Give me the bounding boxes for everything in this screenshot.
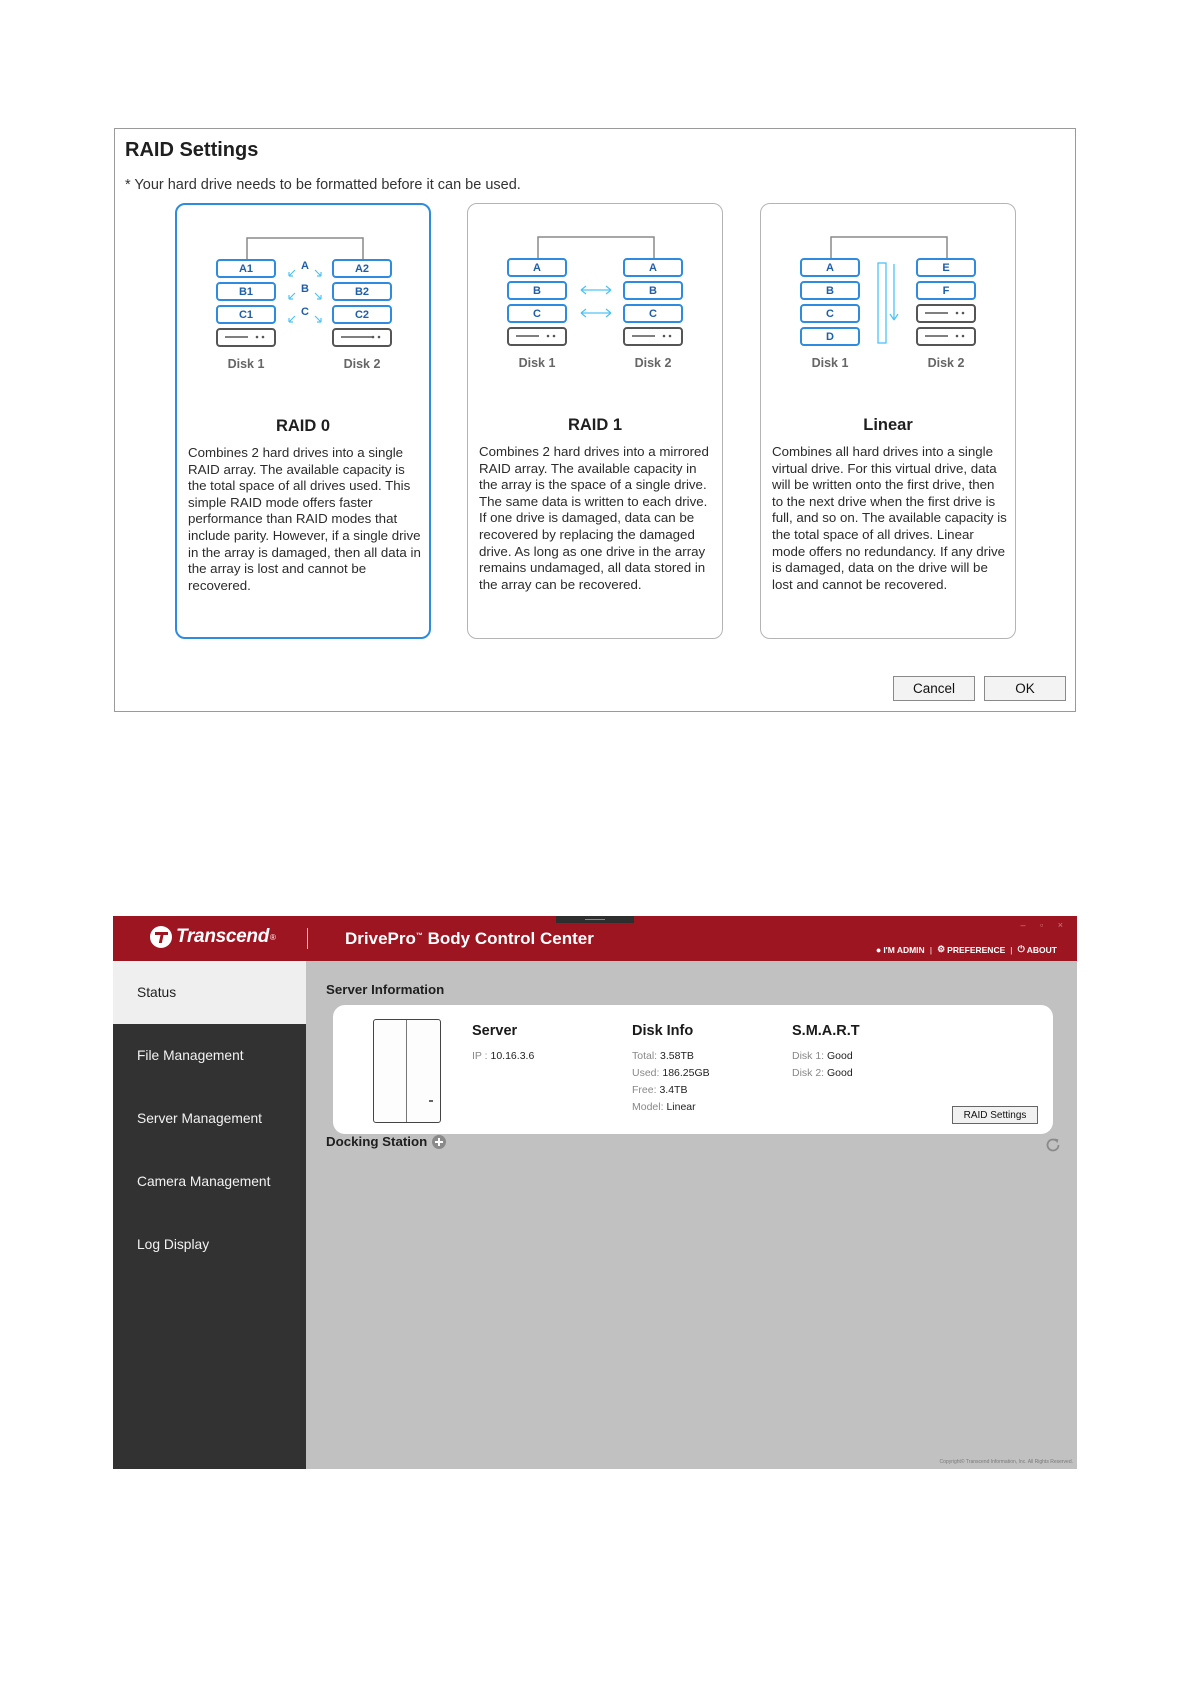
server-ip xyxy=(472,1050,534,1062)
stripe-label: C xyxy=(301,306,309,318)
link-separator: | xyxy=(929,944,933,955)
disk2-block-label: C xyxy=(649,308,657,320)
total-value: 3.58TB xyxy=(660,1050,694,1062)
disk2-block-label: B xyxy=(649,285,657,297)
disk2-block-label: C2 xyxy=(354,309,370,321)
option-description: Combines 2 hard drives into a single RAID array. The available capacity is the total space of all drives used. This simple RAID mode offers faster performance than RAID modes that include parity. However, if a single drive in the array is damaged, then all data in the array is lost and cannot be recovered. xyxy=(188,445,421,593)
option-name: RAID 0 xyxy=(275,417,331,435)
disk2-block-label: B2 xyxy=(354,286,370,298)
smart-disk2-label: Disk 2: xyxy=(792,1067,825,1079)
copyright-text: Copyright© Transcend Information, Inc. All Rights Reserved. xyxy=(939,1459,1073,1465)
nas-device-icon xyxy=(373,1019,441,1123)
disk1-block-label: C1 xyxy=(238,309,254,321)
linear-option[interactable] xyxy=(760,203,1016,639)
docking-station-header xyxy=(326,1134,446,1149)
disk1-block-label: A1 xyxy=(238,263,254,275)
control-center-window xyxy=(113,916,1077,1469)
sidebar-item-file-management[interactable]: File Management xyxy=(137,1048,244,1063)
disk1-block-label: B xyxy=(826,285,834,297)
disk1-block-label: B1 xyxy=(238,286,254,298)
raid-1-diagram-icon xyxy=(468,204,724,394)
window-drag-handle[interactable] xyxy=(556,916,634,923)
disk2-block-label: E xyxy=(942,262,950,274)
gear-icon: ⚙ xyxy=(937,944,946,954)
smart-disk2-value: Good xyxy=(827,1067,853,1079)
sidebar-item-status[interactable]: Status xyxy=(113,961,306,1024)
smart-heading: S.M.A.R.T xyxy=(792,1023,860,1039)
disk1-block-label: D xyxy=(826,331,834,343)
power-icon: ⏻ xyxy=(1017,944,1025,954)
disk-free xyxy=(632,1084,687,1096)
stripe-label: A xyxy=(301,260,309,272)
transcend-logo xyxy=(150,926,276,948)
link-separator: | xyxy=(1010,944,1013,955)
linear-diagram-icon xyxy=(761,204,1017,394)
trademark-mark: ™ xyxy=(415,932,423,940)
app-title-rest: Body Control Center xyxy=(422,929,594,948)
disk1-block-label: B xyxy=(533,285,541,297)
disk-2-label: Disk 2 xyxy=(927,356,965,370)
smart-disk1-value: Good xyxy=(827,1050,853,1062)
disk-1-label: Disk 1 xyxy=(811,356,849,370)
cancel-button[interactable]: Cancel xyxy=(893,676,975,701)
option-name: Linear xyxy=(863,416,913,434)
stripe-label: B xyxy=(301,283,309,295)
smart-disk-2 xyxy=(792,1067,853,1079)
used-value: 186.25GB xyxy=(662,1067,710,1079)
app-title xyxy=(345,929,594,949)
disk2-block-label: F xyxy=(942,285,950,297)
dialog-title: RAID Settings xyxy=(125,139,259,161)
disk2-block-label: A2 xyxy=(354,263,370,275)
free-label: Free: xyxy=(632,1084,657,1096)
disk-used xyxy=(632,1067,710,1079)
ip-value: 10.16.3.6 xyxy=(490,1050,535,1062)
disk-1-label: Disk 1 xyxy=(227,357,265,371)
option-description: Combines 2 hard drives into a mirrored RAID array. The available capacity in the array is the space of a single drive. The same data is written to each drive. If one drive is damaged, data can be recovered by replacing the damaged drive. As long as one drive in the array remains undamaged, all data stored in the array can be recovered. xyxy=(479,444,709,592)
smart-disk1-label: Disk 1: xyxy=(792,1050,825,1062)
window-controls[interactable]: – ▫ × xyxy=(1020,920,1069,930)
disk1-block-label: C xyxy=(826,308,834,320)
sidebar-item-log-display[interactable]: Log Display xyxy=(137,1237,210,1252)
refresh-icon[interactable] xyxy=(1044,1136,1062,1154)
raid-0-option[interactable] xyxy=(175,203,431,639)
raid-1-option[interactable] xyxy=(467,203,723,639)
raid-settings-dialog xyxy=(114,128,1076,712)
transcend-logo-icon xyxy=(150,926,172,948)
ip-label: IP : xyxy=(472,1050,488,1062)
docking-station-title: Docking Station xyxy=(326,1134,428,1149)
model-value: Linear xyxy=(666,1101,696,1113)
disk-total xyxy=(632,1050,694,1062)
registered-mark: ® xyxy=(270,932,276,942)
sidebar-item-server-management[interactable]: Server Management xyxy=(137,1111,263,1126)
server-heading: Server xyxy=(472,1023,518,1039)
option-name: RAID 1 xyxy=(567,416,623,434)
disk-2-label: Disk 2 xyxy=(343,357,381,371)
preference-link[interactable]: PREFERENCE xyxy=(947,944,1006,955)
about-link[interactable]: ABOUT xyxy=(1026,944,1057,955)
disk1-block-label: A xyxy=(826,262,834,274)
main-content xyxy=(306,961,1077,1469)
model-label: Model: xyxy=(632,1101,664,1113)
header-links xyxy=(876,944,1057,955)
option-description: Combines all hard drives into a single virtual drive. For this virtual drive, data will be written onto the first drive, then to the next drive when the first drive is full, and so on. The available capacity is the total space of all drives. Linear mode offers no redundancy. If any drive is damaged, data on the drive will be lost and cannot be recovered. xyxy=(772,444,1007,592)
app-header xyxy=(113,916,1077,961)
disk-model xyxy=(632,1101,696,1113)
raid-0-diagram-icon xyxy=(177,205,433,395)
used-label: Used: xyxy=(632,1067,660,1079)
smart-disk-1 xyxy=(792,1050,853,1062)
disk-info-heading: Disk Info xyxy=(632,1023,694,1039)
disk-2-label: Disk 2 xyxy=(634,356,672,370)
user-icon: ● xyxy=(875,944,882,955)
header-divider xyxy=(307,928,308,949)
disk2-block-label: A xyxy=(649,262,657,274)
server-information-title: Server Information xyxy=(326,982,445,997)
admin-link[interactable]: I'M ADMIN xyxy=(883,944,925,955)
brand-name: Transcend xyxy=(176,926,270,947)
format-warning-note: * Your hard drive needs to be formatted before it can be used. xyxy=(125,177,521,193)
sidebar-item-camera-management[interactable]: Camera Management xyxy=(137,1174,271,1189)
add-docking-station-plus-icon[interactable] xyxy=(432,1135,446,1149)
server-info-card xyxy=(333,1005,1053,1134)
disk-1-label: Disk 1 xyxy=(518,356,556,370)
sidebar xyxy=(113,961,306,1469)
total-label: Total: xyxy=(632,1050,658,1062)
disk1-block-label: A xyxy=(533,262,541,274)
app-title-product: DrivePro xyxy=(345,929,416,948)
disk1-block-label: C xyxy=(533,308,541,320)
ok-button[interactable]: OK xyxy=(984,676,1066,701)
raid-settings-button[interactable]: RAID Settings xyxy=(952,1106,1038,1124)
free-value: 3.4TB xyxy=(659,1084,688,1096)
